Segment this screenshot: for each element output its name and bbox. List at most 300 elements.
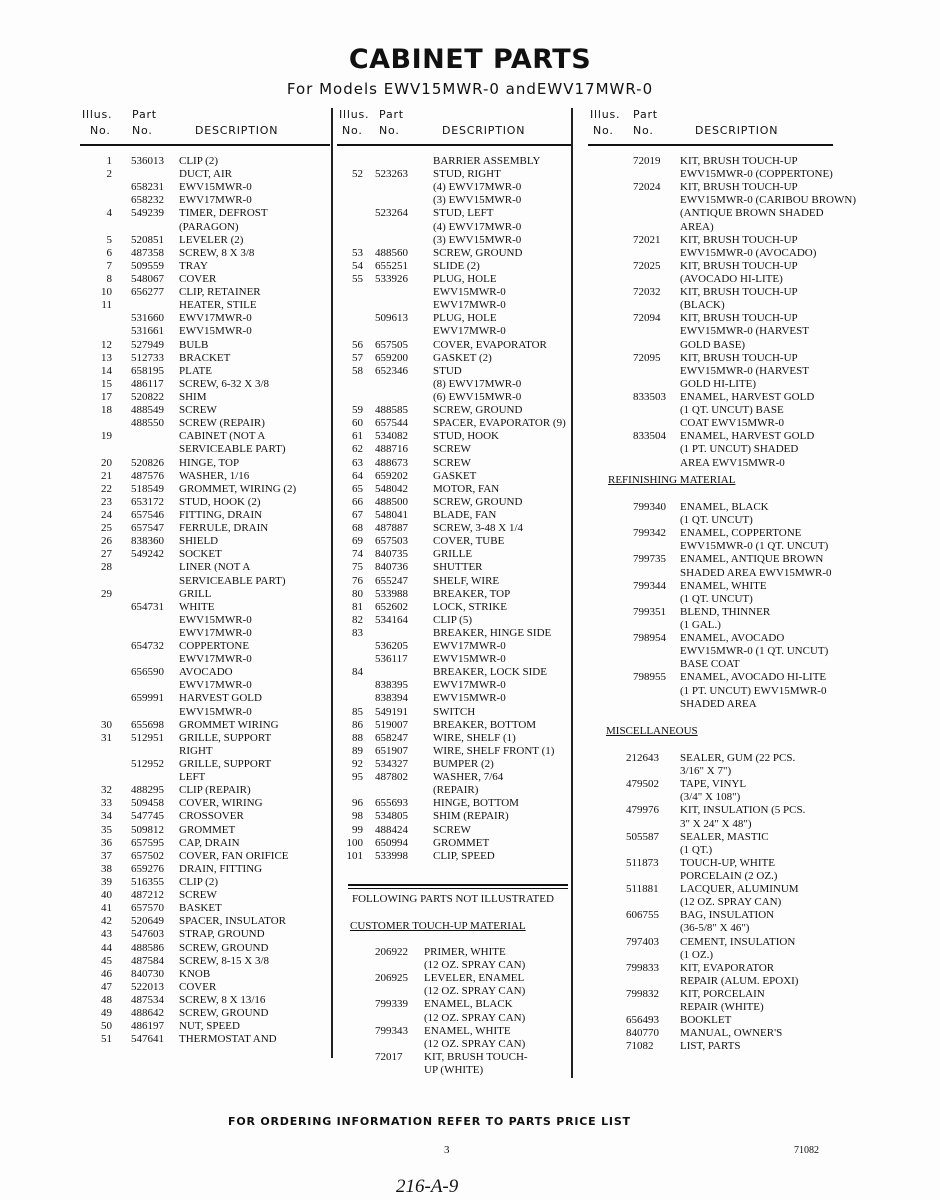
part-number: 519007 [375, 718, 408, 731]
parts-row [80, 942, 330, 955]
parts-row [80, 509, 330, 522]
part-description: COVER, EVAPORATOR [433, 338, 547, 351]
refinishing-heading: REFINISHING MATERIAL [608, 474, 736, 486]
parts-row [80, 784, 330, 797]
part-description: MOTOR, FAN [433, 482, 500, 495]
part-number: 659200 [375, 351, 408, 364]
part-number: 509458 [131, 797, 164, 810]
part-description: SERVICEABLE PART) [179, 574, 286, 587]
part-description: SEALER, GUM (22 PCS. [680, 752, 796, 764]
parts-row [337, 985, 573, 998]
parts-row [588, 567, 868, 580]
part-number: 838394 [375, 692, 408, 705]
parts-row [80, 273, 330, 286]
parts-row [588, 791, 868, 804]
part-description: (4) EWV17MWR-0 [433, 220, 522, 233]
parts-row [80, 719, 330, 732]
part-number: 799351 [633, 605, 666, 618]
parts-row [588, 1027, 868, 1040]
parts-row [588, 844, 868, 857]
parts-row [337, 352, 573, 365]
part-description: (ANTIQUE BROWN SHADED [680, 207, 824, 220]
parts-row [337, 155, 573, 168]
illus-number: 67 [352, 508, 363, 521]
illus-number: 82 [352, 613, 363, 626]
parts-row [588, 870, 868, 883]
parts-row [588, 1001, 868, 1014]
part-description: UP (WHITE) [424, 1063, 484, 1076]
illus-number: 20 [101, 456, 112, 469]
part-description: LINER (NOT A [179, 561, 251, 574]
part-description: SCREW [433, 443, 471, 456]
part-number: 522013 [131, 980, 164, 993]
parts-row [80, 679, 330, 692]
illus-number: 53 [352, 246, 363, 259]
parts-row [80, 352, 330, 365]
part-description: EWV15MWR-0 (1 QT. UNCUT) [680, 540, 829, 553]
part-number: 652602 [375, 600, 408, 613]
part-number: 516355 [131, 876, 164, 889]
part-description: AREA) [680, 220, 714, 233]
part-description: STRAP, GROUND [179, 928, 265, 941]
part-description: CLIP (2) [179, 876, 219, 889]
part-description: STUD [433, 364, 462, 377]
parts-row [80, 247, 330, 260]
customer-touchup-heading: CUSTOMER TOUCH-UP MATERIAL [350, 920, 526, 932]
part-header: Part [132, 108, 157, 121]
part-description: ENAMEL, AVOCADO [680, 632, 785, 645]
not-illustrated-heading: FOLLOWING PARTS NOT ILLUSTRATED [352, 893, 554, 905]
part-number: 652346 [375, 364, 408, 377]
parts-row [80, 797, 330, 810]
part-description: EWV15MWR-0 (COPPERTONE) [680, 168, 833, 181]
part-description: LEFT [179, 771, 206, 784]
illus-number: 5 [106, 233, 112, 246]
parts-row [337, 286, 573, 299]
part-description: CLIP (REPAIR) [179, 784, 251, 797]
part-description: KIT, BRUSH TOUCH-UP [680, 351, 798, 364]
parts-row [588, 1014, 868, 1027]
parts-row [337, 758, 573, 771]
parts-row [337, 457, 573, 470]
part-number: 488586 [131, 941, 164, 954]
illus-number: 62 [352, 443, 363, 456]
parts-row [80, 404, 330, 417]
parts-row [80, 889, 330, 902]
parts-row [588, 194, 868, 207]
illus-number: 52 [352, 168, 363, 181]
part-number: 479976 [626, 804, 659, 817]
part-number: 512952 [131, 758, 164, 771]
part-description: GROMMET WIRING [179, 718, 279, 731]
illus-number: 24 [101, 508, 112, 521]
part-description: EWV17MWR-0 [433, 640, 506, 653]
parts-row [588, 207, 868, 220]
parts-row [337, 653, 573, 666]
part-number: 531660 [131, 312, 164, 325]
illus-number: 65 [352, 482, 363, 495]
part-number: 487887 [375, 522, 408, 535]
illus-number: 99 [352, 823, 363, 836]
part-number: 799342 [633, 527, 666, 540]
illus-number: 10 [101, 286, 112, 299]
illus-number: 47 [101, 980, 112, 993]
parts-row [337, 627, 573, 640]
illus-number: 64 [352, 469, 363, 482]
parts-rows [337, 155, 573, 863]
illus-number: 74 [352, 548, 363, 561]
part-description: AVOCADO [179, 666, 233, 679]
illus-number: 6 [106, 246, 112, 259]
illus-number: 42 [101, 915, 112, 928]
parts-row [588, 430, 868, 443]
parts-row [80, 155, 330, 168]
part-number: 536117 [375, 653, 408, 666]
parts-row [337, 260, 573, 273]
part-number: 606755 [626, 909, 659, 922]
parts-row [80, 955, 330, 968]
part-description: LEVELER, ENAMEL [424, 972, 525, 985]
part-description: (1 QT. UNCUT) [680, 514, 753, 527]
parts-row [337, 745, 573, 758]
part-number: 833503 [633, 390, 666, 403]
parts-row [337, 946, 573, 959]
part-description: CAP, DRAIN [179, 836, 240, 849]
illus-number: 22 [101, 482, 112, 495]
part-number: 488673 [375, 456, 408, 469]
parts-row [80, 391, 330, 404]
part-number: 512951 [131, 731, 164, 744]
part-description: GRILL [179, 587, 212, 600]
part-description: (3) EWV15MWR-0 [433, 233, 522, 246]
part-number: 487802 [375, 771, 408, 784]
illus-number: 101 [346, 849, 363, 862]
illus-number: 61 [352, 430, 363, 443]
parts-row [588, 540, 868, 553]
part-description: GROMMET [179, 823, 236, 836]
illus-number: 4 [106, 207, 112, 220]
page-subtitle: For Models EWV15MWR-0 andEWV17MWR-0 [286, 80, 654, 98]
parts-row [588, 909, 868, 922]
part-description: EWV17MWR-0 [433, 679, 506, 692]
column-header [337, 108, 573, 146]
part-number: 833504 [633, 430, 666, 443]
part-number: 71082 [626, 1040, 654, 1053]
parts-row [588, 671, 868, 684]
double-rule [348, 884, 568, 889]
part-number: 656590 [131, 666, 164, 679]
part-number: 656277 [131, 286, 164, 299]
parts-row [80, 561, 330, 574]
document-number: 71082 [794, 1145, 819, 1156]
parts-row [588, 312, 868, 325]
part-description: EWV15MWR-0 [433, 692, 506, 705]
part-description: 3" X 24" X 48") [680, 817, 752, 830]
parts-row [588, 988, 868, 1001]
handwritten-note: 216-A-9 [396, 1176, 459, 1197]
part-description: PLUG, HOLE [433, 312, 497, 325]
part-description: FERRULE, DRAIN [179, 522, 269, 535]
part-description: ENAMEL, BLACK [424, 998, 513, 1011]
part-description: ENAMEL, HARVEST GOLD [680, 430, 815, 443]
part-number: 536013 [131, 155, 164, 167]
illus-number: 63 [352, 456, 363, 469]
part-description: ENAMEL, ANTIQUE BROWN [680, 553, 824, 566]
part-description: EWV17MWR-0 [179, 626, 252, 639]
part-description: COAT EWV15MWR-0 [680, 417, 784, 430]
part-description: LACQUER, ALUMINUM [680, 883, 799, 896]
part-number: 533988 [375, 587, 408, 600]
illus-number: 69 [352, 535, 363, 548]
part-description: SCREW, GROUND [433, 404, 523, 417]
part-description: SHADED AREA EWV15MWR-0 [680, 566, 832, 579]
part-number: 548067 [131, 272, 164, 285]
parts-row [588, 260, 868, 273]
part-description: (8) EWV17MWR-0 [433, 377, 522, 390]
part-description: TRAY [179, 259, 208, 272]
part-description: EWV17MWR-0 [179, 194, 252, 207]
parts-row [337, 706, 573, 719]
parts-row [80, 194, 330, 207]
part-description: DRAIN, FITTING [179, 862, 263, 875]
part-description: EWV15MWR-0 (1 QT. UNCUT) [680, 645, 829, 658]
parts-row [337, 378, 573, 391]
illus-number: 21 [101, 469, 112, 482]
part-number: 657570 [131, 902, 164, 915]
illus-number: 40 [101, 889, 112, 902]
part-description: PLATE [179, 364, 212, 377]
part-description: (1 QT.) [680, 843, 713, 856]
part-description: WIRE, SHELF FRONT (1) [433, 744, 555, 757]
part-description: SCREW, 8 X 3/8 [179, 246, 255, 259]
illus-number: 7 [106, 259, 112, 272]
part-description: SHUTTER [433, 561, 483, 574]
part-description: SCREW, 3-48 X 1/4 [433, 522, 524, 535]
parts-row [337, 1051, 573, 1064]
parts-row [337, 588, 573, 601]
illus-number: 46 [101, 967, 112, 980]
part-description: REPAIR (WHITE) [680, 1001, 764, 1014]
parts-row [337, 535, 573, 548]
illus-number: 89 [352, 744, 363, 757]
parts-row [80, 640, 330, 653]
part-description: SCREW, GROUND [433, 495, 523, 508]
part-number: 654732 [131, 640, 164, 653]
part-description: BOOKLET [680, 1014, 732, 1027]
part-description: GASKET [433, 469, 477, 482]
part-description: GASKET (2) [433, 351, 492, 364]
part-description: SCREW [179, 889, 217, 902]
part-description: BREAKER, BOTTOM [433, 718, 537, 731]
part-number: 487584 [131, 954, 164, 967]
parts-row [80, 522, 330, 535]
illus-number: 81 [352, 600, 363, 613]
part-description: KIT, BRUSH TOUCH- [424, 1050, 528, 1063]
part-description: COVER, WIRING [179, 797, 263, 810]
illus-number: 32 [101, 784, 112, 797]
part-number: 520826 [131, 456, 164, 469]
part-number: 799832 [626, 987, 659, 1000]
part-description: (12 OZ. SPRAY CAN) [424, 1037, 526, 1050]
illus-number: 31 [101, 731, 112, 744]
part-description: RIGHT [179, 744, 213, 757]
illus-number: 18 [101, 404, 112, 417]
part-description: COVER, TUBE [433, 535, 505, 548]
parts-row [588, 378, 868, 391]
part-number: 657505 [375, 338, 408, 351]
part-number: 840730 [131, 967, 164, 980]
part-number: 534082 [375, 430, 408, 443]
part-description: LIST, PARTS [680, 1040, 741, 1053]
part-number: 534327 [375, 758, 408, 771]
parts-row [337, 273, 573, 286]
parts-row [588, 580, 868, 593]
description-header: DESCRIPTION [442, 124, 526, 137]
parts-row [337, 1038, 573, 1051]
part-number: 511881 [626, 883, 659, 896]
customer-touchup-rows [337, 946, 573, 1077]
parts-row [588, 352, 868, 365]
parts-row [80, 627, 330, 640]
illus-number: 96 [352, 797, 363, 810]
parts-row [588, 883, 868, 896]
part-description: KIT, BRUSH TOUCH-UP [680, 286, 798, 299]
parts-row [80, 837, 330, 850]
parts-rows [80, 155, 330, 1046]
parts-row [588, 443, 868, 456]
part-description: PORCELAIN (2 OZ.) [680, 869, 778, 882]
parts-row [80, 535, 330, 548]
part-number: 838360 [131, 535, 164, 548]
illus-number: 44 [101, 941, 112, 954]
part-description: KIT, BRUSH TOUCH-UP [680, 155, 798, 167]
illus-number: 28 [101, 561, 112, 574]
part-description: 3/16" X 7") [680, 765, 732, 778]
parts-row [337, 1064, 573, 1077]
part-description: CLIP, SPEED [433, 849, 495, 862]
part-description: SWITCH [433, 705, 476, 718]
illus-number: 100 [346, 836, 363, 849]
part-number: 657547 [131, 522, 164, 535]
part-description: (PARAGON) [179, 220, 239, 233]
part-description: BAG, INSULATION [680, 909, 775, 922]
part-number: 658231 [131, 181, 164, 194]
part-description: (REPAIR) [433, 784, 479, 797]
part-description: STUD, LEFT [433, 207, 494, 220]
parts-row [588, 658, 868, 671]
part-description: PRIMER, WHITE [424, 946, 506, 958]
part-header: Part [379, 108, 404, 121]
parts-row [337, 483, 573, 496]
part-number: 509559 [131, 259, 164, 272]
illus-number: 19 [101, 430, 112, 443]
illus-number: 43 [101, 928, 112, 941]
part-description: BREAKER, HINGE SIDE [433, 626, 552, 639]
parts-row [337, 850, 573, 863]
part-description: SCREW, 6-32 X 3/8 [179, 377, 270, 390]
part-description: (1 PT. UNCUT) EWV15MWR-0 [680, 684, 827, 697]
part-number: 487534 [131, 994, 164, 1006]
part-number: 533998 [375, 849, 408, 862]
part-number: 527949 [131, 338, 164, 351]
parts-row [337, 181, 573, 194]
parts-row [337, 640, 573, 653]
part-number: 518549 [131, 482, 164, 495]
page-number: 3 [444, 1144, 450, 1156]
parts-row [337, 299, 573, 312]
parts-row [588, 273, 868, 286]
part-number: 488500 [375, 495, 408, 508]
parts-row [80, 824, 330, 837]
illus-number: 60 [352, 417, 363, 430]
part-number: 488550 [131, 417, 164, 430]
parts-row [588, 831, 868, 844]
parts-row [80, 207, 330, 220]
part-description: CEMENT, INSULATION [680, 935, 796, 948]
part-description: (6) EWV15MWR-0 [433, 390, 522, 403]
illus-number: 51 [101, 1033, 112, 1046]
illus-number: 68 [352, 522, 363, 535]
illus-number: 59 [352, 404, 363, 417]
part-description: EWV17MWR-0 [433, 299, 506, 312]
column-header [80, 108, 330, 146]
illus-number: 55 [352, 272, 363, 285]
illus-number: 13 [101, 351, 112, 364]
parts-row [80, 876, 330, 889]
part-description: PLUG, HOLE [433, 272, 497, 285]
part-description: EWV15MWR-0 [179, 613, 252, 626]
part-description: GRILLE, SUPPORT [179, 731, 272, 744]
parts-row [588, 247, 868, 260]
part-number: 212643 [626, 752, 659, 764]
part-number: 511873 [626, 856, 659, 869]
part-description: COVER [179, 272, 217, 285]
parts-row [337, 247, 573, 260]
part-description: SCREW [433, 823, 471, 836]
part-description: BLEND, THINNER [680, 605, 771, 618]
part-description: AREA EWV15MWR-0 [680, 456, 785, 469]
illus-number: 38 [101, 862, 112, 875]
part-description: SEALER, MASTIC [680, 830, 769, 843]
part-number: 512733 [131, 351, 164, 364]
part-description: SHIM (REPAIR) [433, 810, 509, 823]
part-description: COVER, FAN ORIFICE [179, 849, 289, 862]
part-number: 72094 [633, 312, 661, 325]
part-description: EWV15MWR-0 (CARIBOU BROWN) [680, 194, 856, 207]
parts-row [80, 614, 330, 627]
part-description: TOUCH-UP, WHITE [680, 856, 775, 869]
illus-number: 50 [101, 1020, 112, 1033]
parts-row [80, 168, 330, 181]
parts-row [337, 732, 573, 745]
part-description: EWV15MWR-0 [179, 325, 252, 338]
part-description: WASHER, 7/64 [433, 771, 504, 784]
parts-row [337, 824, 573, 837]
illus-number: 15 [101, 377, 112, 390]
part-description: KIT, BRUSH TOUCH-UP [680, 181, 798, 194]
part-description: SCREW, 8 X 13/16 [179, 994, 266, 1006]
parts-row [80, 1007, 330, 1020]
part-description: BULB [179, 338, 209, 351]
part-number: 488642 [131, 1007, 164, 1020]
part-number: 487212 [131, 889, 164, 902]
parts-row [80, 260, 330, 273]
part-description: GROMMET [433, 836, 490, 849]
part-number: 488295 [131, 784, 164, 797]
part-number: 547603 [131, 928, 164, 941]
part-number: 659991 [131, 692, 164, 705]
part-description: KIT, BRUSH TOUCH-UP [680, 259, 798, 272]
